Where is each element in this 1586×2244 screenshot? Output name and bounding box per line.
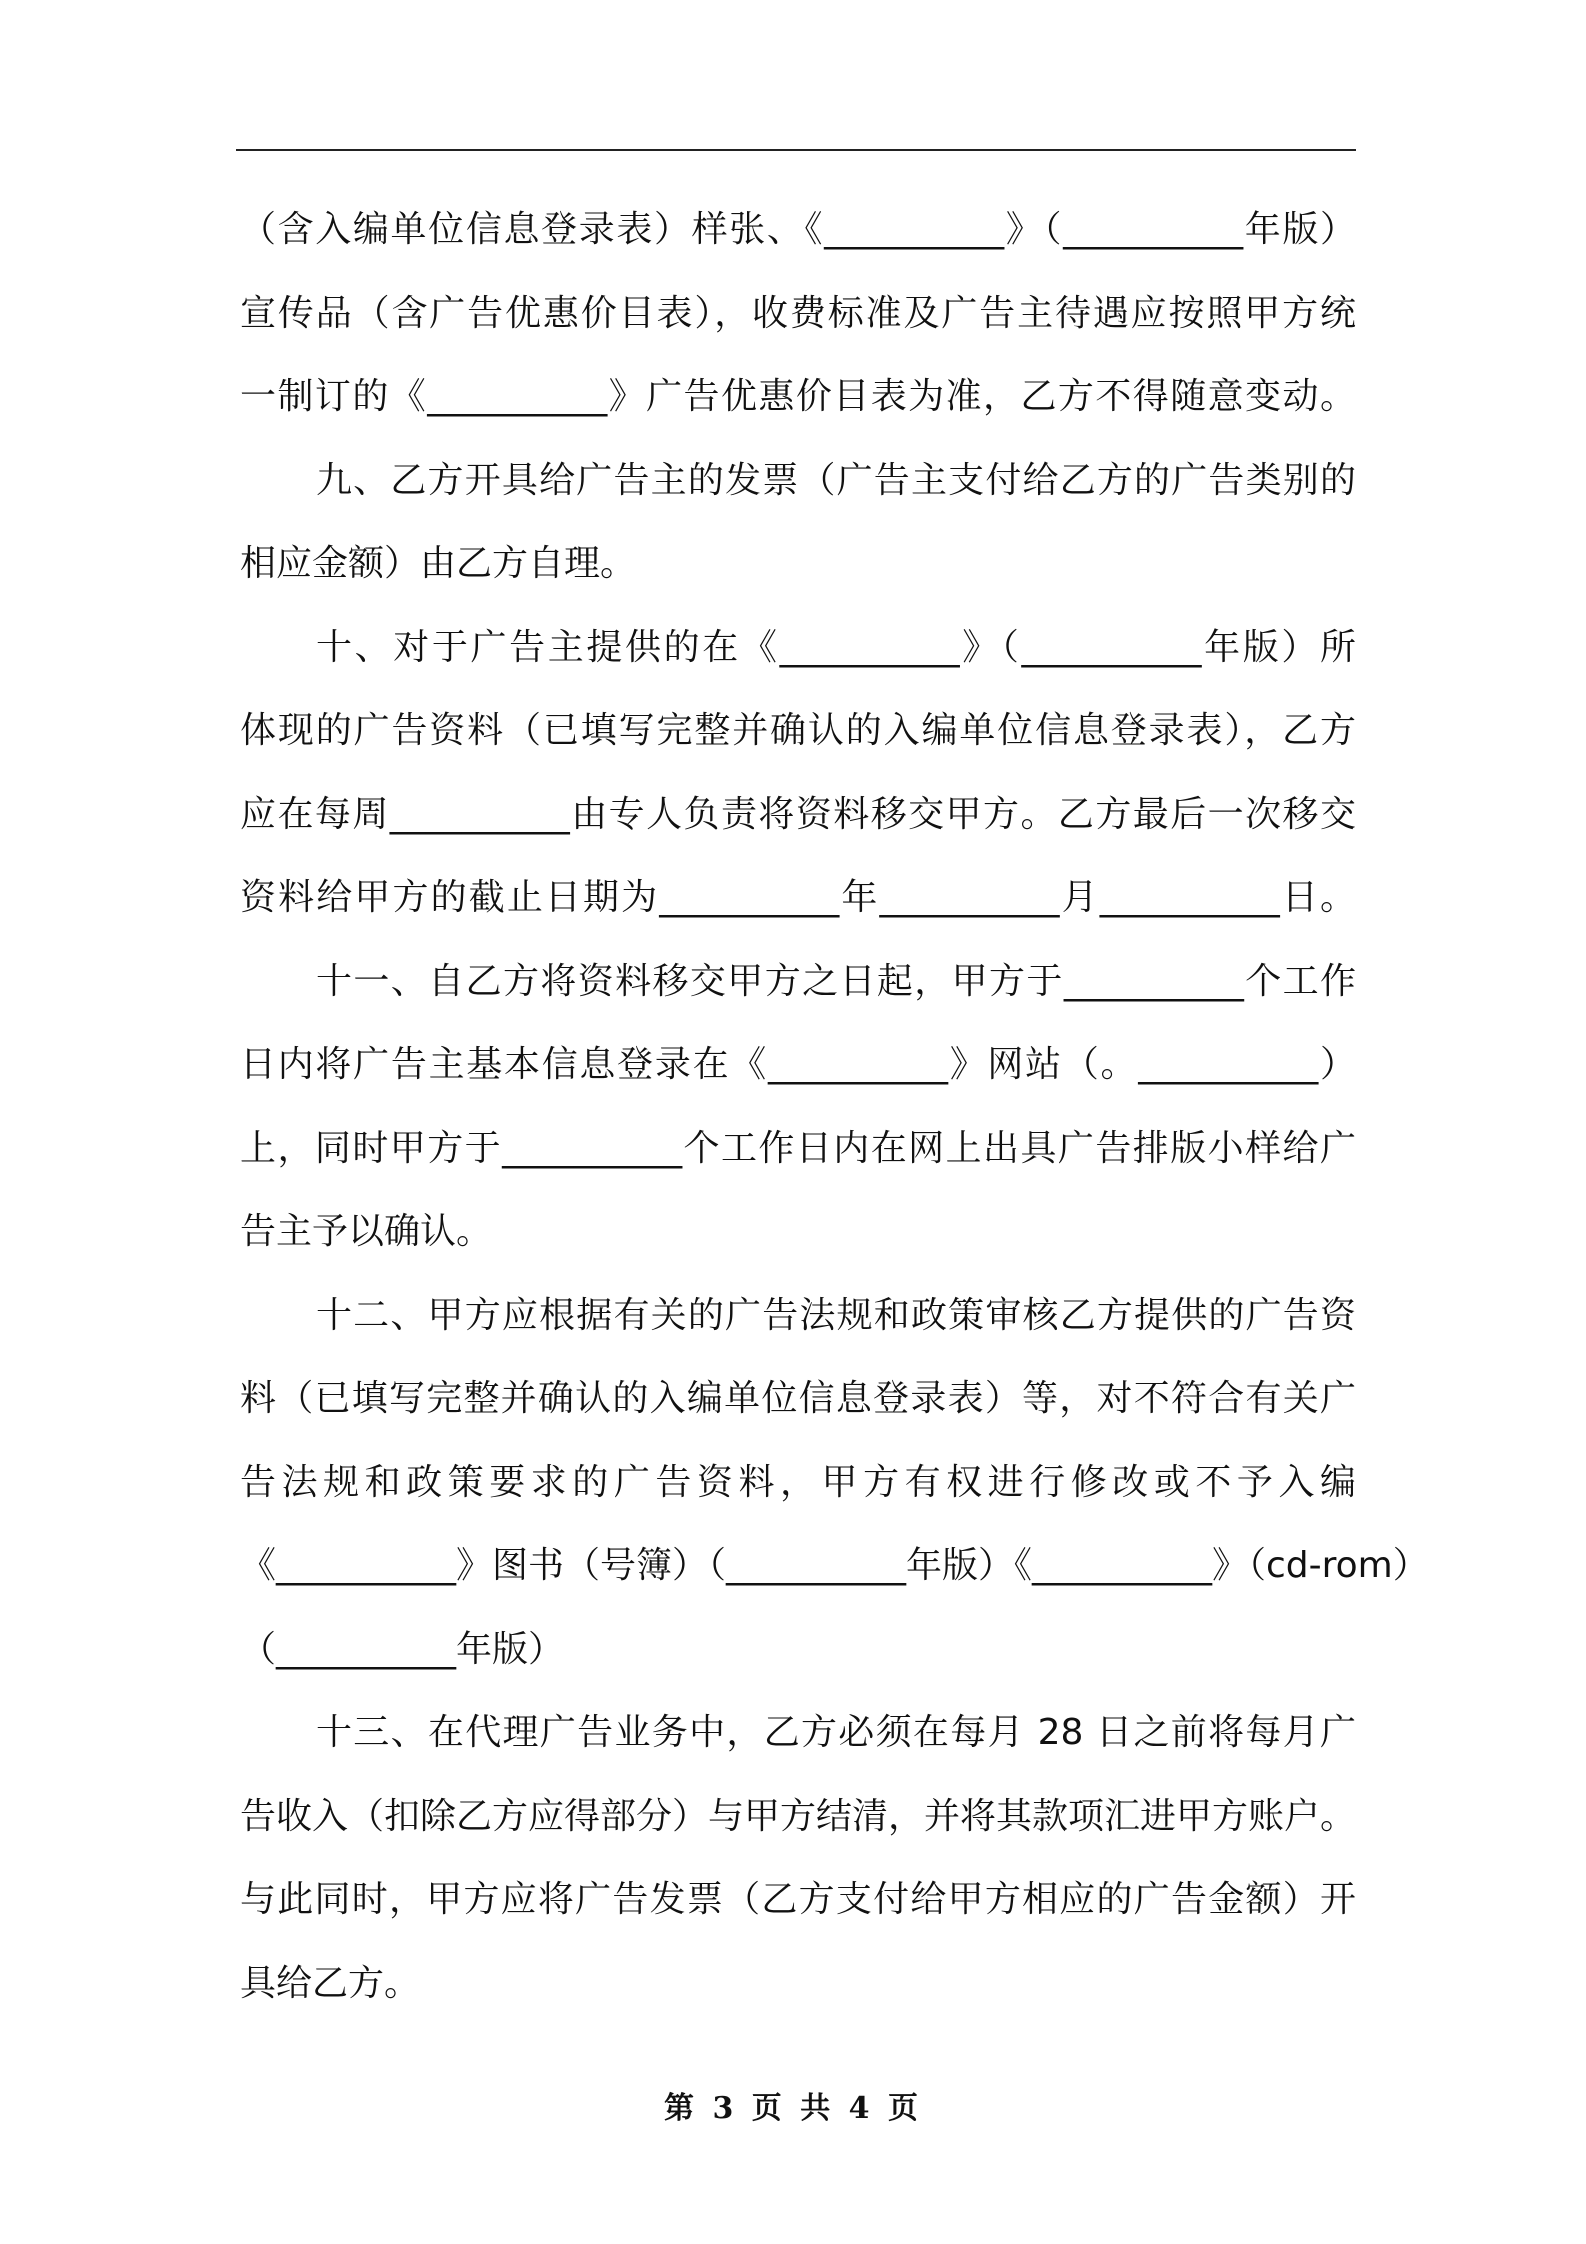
text-line: 十三、在代理广告业务中，乙方必须在每月 28 日之前将每月广 — [316, 1712, 1356, 1753]
text-line: 料（已填写完整并确认的入编单位信息登录表）等，对不符合有关广 — [240, 1378, 1356, 1419]
text-line: 九、乙方开具给广告主的发票（广告主支付给乙方的广告类别的 — [316, 459, 1356, 501]
text-line: 应在每周__________由专人负责将资料移交甲方。乙方最后一次移交 — [240, 793, 1356, 835]
text-line: 宣传品（含广告优惠价目表），收费标准及广告主待遇应按照甲方统 — [240, 292, 1356, 334]
text-line: 日内将广告主基本信息登录在《__________》网站（。__________） — [240, 1044, 1356, 1085]
header-rule — [236, 149, 1356, 151]
text-line: 十二、甲方应根据有关的广告法规和政策审核乙方提供的广告资 — [316, 1294, 1356, 1336]
text-line: 一制订的《__________》广告优惠价目表为准，乙方不得随意变动。 — [240, 376, 1356, 417]
text-line: 告收入（扣除乙方应得部分）与甲方结清，并将其款项汇进甲方账户。 — [240, 1795, 1357, 1837]
text-line: 体现的广告资料（已填写完整并确认的入编单位信息登录表），乙方 — [240, 710, 1356, 751]
text-line: 上，同时甲方于__________个工作日内在网上出具广告排版小样给广 — [240, 1127, 1356, 1169]
text-line: 与此同时，甲方应将广告发票（乙方支付给甲方相应的广告金额）开 — [240, 1879, 1356, 1920]
text-line: 资料给甲方的截止日期为__________年__________月__________日。 — [240, 877, 1356, 918]
text-line: 十、对于广告主提供的在《__________》（__________年版）所 — [316, 626, 1356, 668]
text-line: 相应金额）由乙方自理。 — [240, 543, 637, 584]
page-number: 第 3 页 共 4 页 — [664, 2091, 922, 2126]
text-line: 具给乙方。 — [240, 1962, 421, 2004]
text-line: 告法规和政策要求的广告资料，甲方有权进行修改或不予入编 — [240, 1461, 1356, 1503]
text-line: （__________年版） — [240, 1628, 565, 1670]
text-line: 十一、自乙方将资料移交甲方之日起，甲方于__________个工作 — [316, 960, 1356, 1002]
text-line: 《__________》图书（号簿）（__________年版）《__________》（cd-rom） — [240, 1545, 1429, 1586]
document-body — [240, 188, 1429, 2025]
text-line: （含入编单位信息登录表）样张、《__________》（__________年版） — [240, 209, 1356, 250]
text-line: 告主予以确认。 — [240, 1211, 493, 1252]
